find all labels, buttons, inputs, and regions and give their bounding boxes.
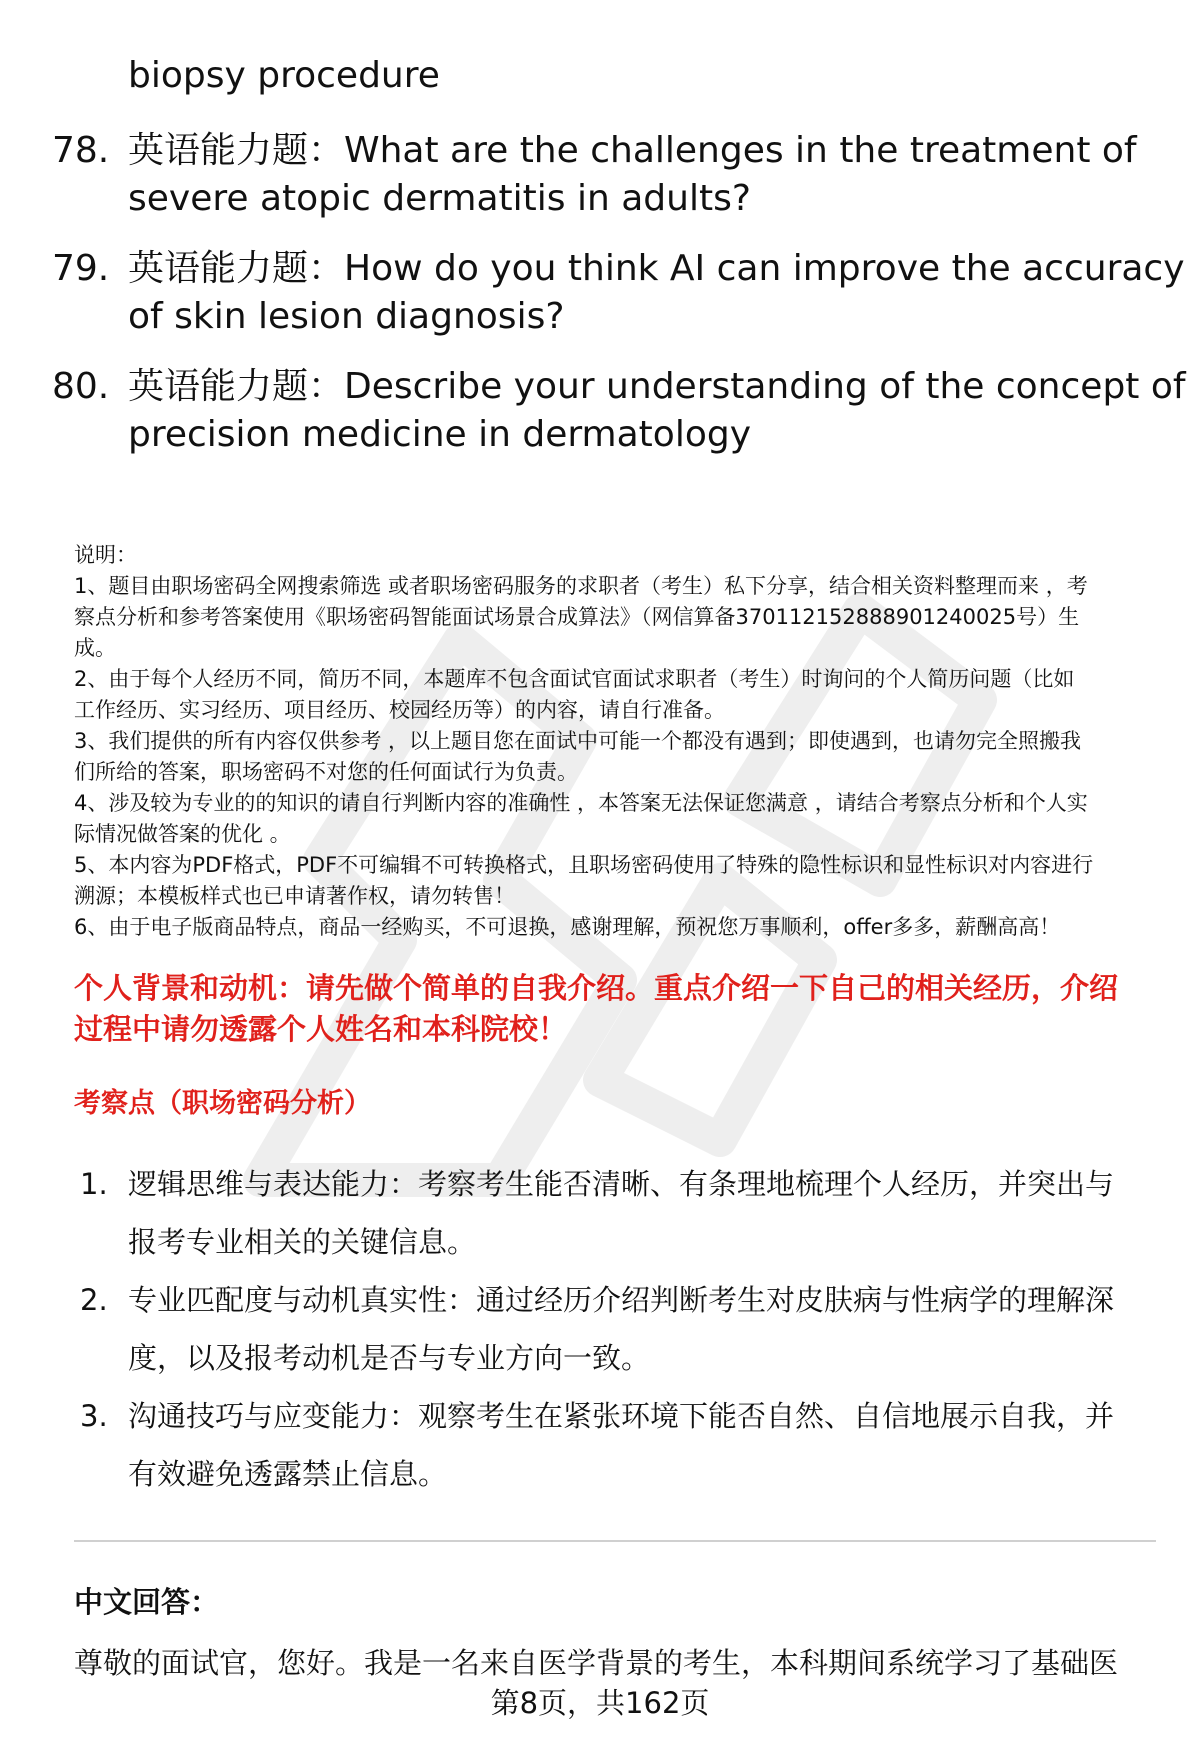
note-item: 4、涉及较为专业的的知识的请自行判断内容的准确性 ，本答案无法保证您满意 ，请结合考察点分析和个人实 际情况做答案的优化 。 [74, 791, 1088, 846]
question-text: 英语能力题：How do you think AI can improve the accuracy of skin lesion diagnosis? [128, 248, 1185, 337]
note-item: 1、题目由职场密码全网搜索筛选 或者职场密码服务的求职者（考生）私下分享，结合相关资料整理而来 ，考 察点分析和参考答案使用《职场密码智能面试场景合成算法》（网信算备370112152888901240025号）生 成。 [74, 574, 1088, 660]
notes-block [74, 540, 1164, 943]
note-item: 2、由于每个人经历不同，简历不同，本题库不包含面试官面试求职者（考生）时询问的个人简历问题（比如 工作经历、实习经历、项目经历、校园经历等）的内容，请自行准备。 [74, 667, 1075, 722]
note-item: 6、由于电子版商品特点，商品一经购买，不可退换，感谢理解，预祝您万事顺利，offer多多，薪酬高高！ [74, 915, 1061, 939]
assessment-points [80, 1155, 1160, 1503]
notes-heading: 说明： [74, 543, 137, 567]
note-item: 5、本内容为PDF格式，PDF不可编辑不可转换格式，且职场密码使用了特殊的隐性标识和显性标识对内容进行 溯源；本模板样式也已申请著作权，请勿转售！ [74, 853, 1094, 908]
section-subtitle: 考察点（职场密码分析） [74, 1088, 371, 1119]
point-text: 沟通技巧与应变能力：观察考生在紧张环境下能否自然、自信地展示自我，并 有效避免透露禁止信息。 [128, 1399, 1115, 1491]
question-number: 79. [52, 248, 110, 289]
page-footer: 第8页，共162页 [490, 1686, 710, 1720]
section-divider [74, 1540, 1156, 1542]
question-text: 英语能力题：What are the challenges in the treatment of severe atopic dermatitis in adults? [128, 130, 1137, 219]
point-number: 3. [80, 1399, 108, 1433]
point-text: 逻辑思维与表达能力：考察考生能否清晰、有条理地梳理个人经历，并突出与 报考专业相关的关键信息。 [128, 1167, 1115, 1259]
point-number: 1. [80, 1167, 108, 1201]
list-item [80, 1271, 1160, 1387]
point-text: 专业匹配度与动机真实性：通过经历介绍判断考生对皮肤病与性病学的理解深 度，以及报考动机是否与专业方向一致。 [128, 1283, 1115, 1375]
list-item [80, 1155, 1160, 1271]
question-text: 英语能力题：Describe your understanding of the concept of precision medicine in dermatology [128, 366, 1186, 455]
list-item [80, 1387, 1160, 1503]
note-item: 3、我们提供的所有内容仅供参考 ，以上题目您在面试中可能一个都没有遇到；即使遇到，也请勿完全照搬我 们所给的答案，职场密码不对您的任何面试行为负责。 [74, 729, 1082, 784]
question-continuation: biopsy procedure [128, 55, 440, 96]
question-number: 80. [52, 366, 110, 407]
answer-text: 尊敬的面试官，您好。我是一名来自医学背景的考生，本科期间系统学习了基础医 [74, 1646, 1119, 1680]
point-number: 2. [80, 1283, 108, 1317]
question-number: 78. [52, 130, 110, 171]
answer-label: 中文回答： [74, 1585, 220, 1619]
section-title: 个人背景和动机：请先做个简单的自我介绍。重点介绍一下自己的相关经历，介绍 过程中请勿透露个人姓名和本科院校！ [74, 971, 1119, 1046]
